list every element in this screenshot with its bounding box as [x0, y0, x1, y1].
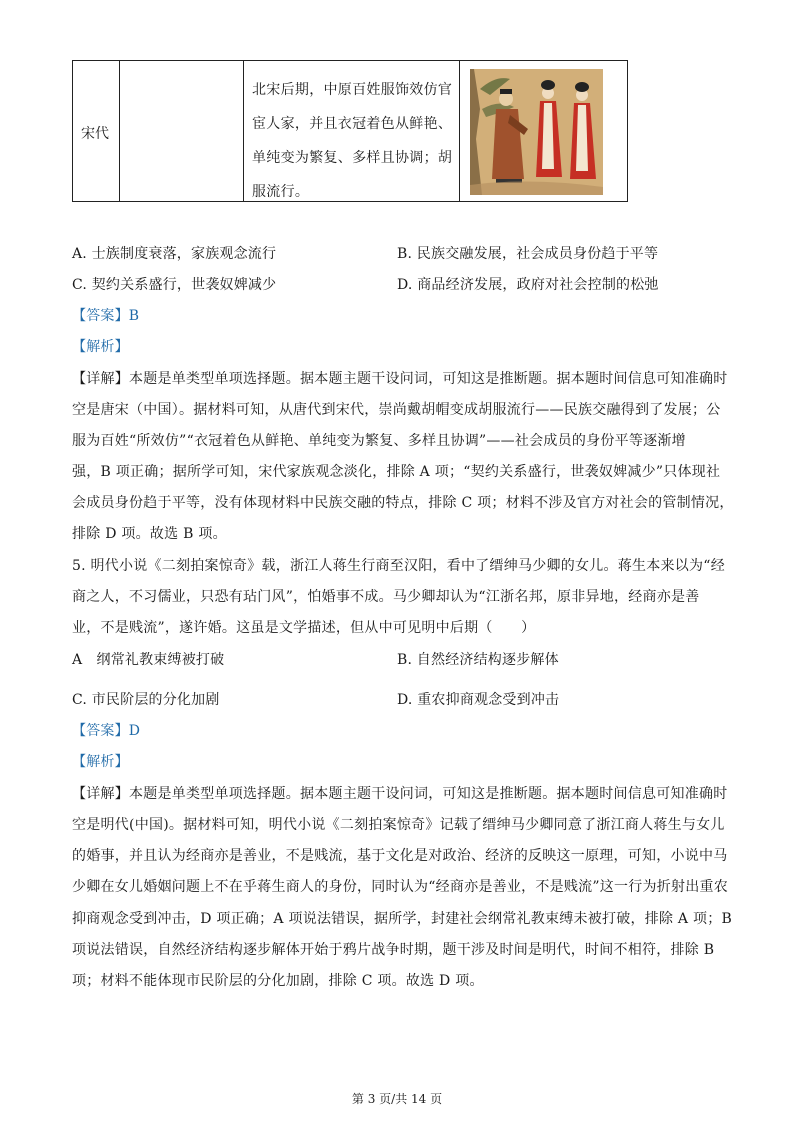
q5-option-a: A 纲常礼教束缚被打破: [72, 652, 225, 668]
q4-answer: 【答案】B: [72, 308, 140, 324]
q5-detail-line: 少卿在女儿婚姻问题上不在乎蒋生商人的身份，同时认为“经商亦是善业，不是贱流”这一行为折射出重农: [72, 879, 729, 895]
q5-detail-line: 【详解】本题是单类型单项选择题。据本题主题干设问词，可知这是推断题。据本题时间信息可知准确时: [72, 786, 728, 802]
page-footer: 第 3 页/共 14 页: [351, 1092, 443, 1106]
q5-option-c: C. 市民阶层的分化加剧: [72, 692, 220, 708]
q4-detail-line: 强，B 项正确；据所学可知，宋代家族观念淡化，排除 A 项；“契约关系盛行，世袭奴婢减少”只体现社: [72, 464, 721, 480]
description-line: 宦人家，并且衣冠着色从鲜艳、: [252, 116, 453, 132]
q5-detail-line: 空是明代(中国)。据材料可知，明代小说《二刻拍案惊奇》记载了缙绅马少卿同意了浙江商人蒋生与女儿: [72, 817, 725, 833]
table-cell-dynasty: [73, 61, 120, 201]
q5-analysis-label: 【解析】: [72, 754, 129, 770]
description-line: 北宋后期，中原百姓服饰效仿官: [252, 82, 453, 98]
table-cell-description: [244, 61, 460, 201]
song-painting-image: [470, 69, 603, 195]
q5-detail-line: 的婚事，并且认为经商亦是善业，不是贱流，基于文化是对政治、经济的反映这一原理，可知，小说中马: [72, 848, 728, 864]
description-line: 服流行。: [252, 184, 310, 200]
table-cell-image: [460, 61, 627, 201]
comparison-table: [72, 60, 628, 202]
q5-stem-line: 业，不是贱流”，遂许婚。这虽是文学描述，但从中可见明中后期（ ）: [72, 620, 536, 636]
q4-option-c: C. 契约关系盛行，世袭奴婢减少: [72, 277, 277, 293]
q4-detail-line: 排除 D 项。故选 B 项。: [72, 526, 227, 542]
q4-option-d: D. 商品经济发展，政府对社会控制的松弛: [397, 277, 659, 293]
description-text: [252, 73, 454, 209]
q5-option-d: D. 重农抑商观念受到冲击: [397, 692, 560, 708]
table-cell-empty: [120, 61, 244, 201]
q5-option-b: B. 自然经济结构逐步解体: [397, 652, 559, 668]
q4-option-b: B. 民族交融发展，社会成员身份趋于平等: [397, 246, 659, 262]
q4-detail-line: 空是唐宋（中国）。据材料可知，从唐代到宋代，崇尚戴胡帽变成胡服流行——民族交融得到了发展；公: [72, 402, 721, 418]
q4-detail-line: 【详解】本题是单类型单项选择题。据本题主题干设问词，可知这是推断题。据本题时间信息可知准确时: [72, 371, 728, 387]
q4-option-a: A. 士族制度衰落，家族观念流行: [72, 246, 277, 262]
q5-detail-line: 抑商观念受到冲击，D 项正确；A 项说法错误，据所学，封建社会纲常礼教束缚未被打破，排除 A 项；B: [72, 911, 733, 927]
dynasty-label: 宋代: [81, 126, 109, 142]
q4-detail-line: 服为百姓“所效仿”“衣冠着色从鲜艳、单纯变为繁复、多样且协调”——社会成员的身份平等逐渐增: [72, 433, 686, 449]
q5-detail-line: 项说法错误，自然经济结构逐步解体开始于鸦片战争时期，题干涉及时间是明代，时间不相符，排除 B: [72, 942, 715, 958]
q4-analysis-label: 【解析】: [72, 339, 129, 355]
q5-answer: 【答案】D: [72, 723, 141, 739]
q5-detail-line: 项；材料不能体现市民阶层的分化加剧，排除 C 项。故选 D 项。: [72, 973, 484, 989]
q5-stem-line: 5. 明代小说《二刻拍案惊奇》载，浙江人蒋生行商至汉阳，看中了缙绅马少卿的女儿。蒋生本来以为“经: [72, 558, 725, 574]
description-line: 单纯变为繁复、多样且协调；胡: [252, 150, 453, 166]
q5-stem-line: 商之人，不习儒业，只恐有玷门风”，怕婚事不成。马少卿却认为“江浙名邦，原非异地，经商亦是善: [72, 589, 700, 605]
q4-detail-line: 会成员身份趋于平等，没有体现材料中民族交融的特点，排除 C 项；材料不涉及官方对社会的管制情况，: [72, 495, 734, 511]
